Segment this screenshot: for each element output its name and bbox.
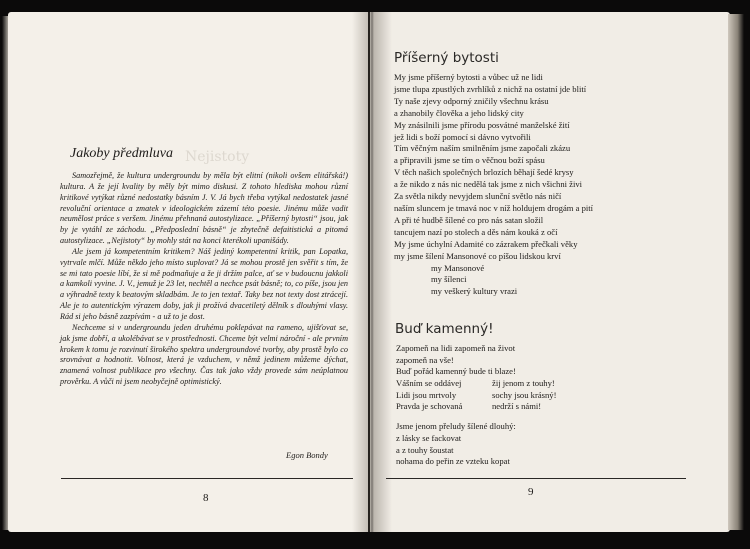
author-signature: Egon Bondy bbox=[286, 450, 328, 460]
poem-line: Lidi jsou mrtvoly bbox=[396, 389, 457, 400]
footer-rule bbox=[61, 478, 353, 479]
poem-line: zapomeň na vše! bbox=[396, 354, 454, 365]
poem-line-indented: my šílenci bbox=[431, 274, 467, 285]
foreword-paragraph: Samozřejmě, že kultura undergroundu by měla být elitní (nikoli ovšem elitářská!) kultura. A že její kvality by měly být mimo diskusi. Z tohoto hlediska mohou různí kritikové vytýkat různé nedostatky básním J. V. Já bych třeba vytýkal nedostatek jasné revoluční orientace a zmatek v ideologickém zázemí této poesie. Jinému může vadit neumělost práce s veršem. Jinému přehnaná autostylizace. „Příšerný bytosti“ jsou, jak by je vytáhl ze záchodu. „Předposlední básně“ je zbytečně defaitistická a pitomá autostylizace. „Nejistoty“ by mohly stát na konci kterékoli upanišády. bbox=[60, 171, 348, 246]
poem-line-indented: my Mansonové bbox=[431, 262, 485, 273]
book-edge-right bbox=[728, 14, 744, 530]
poem-line: a připravili jsme se tím o věčnou boží spásu bbox=[394, 155, 545, 166]
poem-line: z lásky se fackovat bbox=[396, 432, 462, 443]
poem-line: sochy jsou krásný! bbox=[492, 389, 557, 400]
poem-body bbox=[396, 343, 557, 468]
poem-line: naším sluncem je tmavá noc v níž holdujem drogám a pití bbox=[394, 202, 594, 213]
poem-line: a zhanobily člověka a jeho lidský city bbox=[394, 107, 524, 118]
poem-line: Tím věčným naším smilněním jsme započali zkázu bbox=[394, 143, 571, 154]
page-number: 9 bbox=[528, 486, 534, 498]
poem-line: a z touhy šoustat bbox=[396, 444, 454, 455]
poem-line: My jsme příšerný bytosti a vůbec už ne lidi bbox=[394, 72, 543, 82]
poem-line: nedrží s námi! bbox=[492, 401, 542, 412]
poem-line: A při té hudbě šílené co pro nás satan složil bbox=[394, 214, 544, 225]
poem-line: tancujem nazí po stolech a děs nám kouká z očí bbox=[394, 226, 558, 237]
poem-line-pair bbox=[396, 378, 555, 390]
poem-line: V těch našich společných brlozích běhají šedé krysy bbox=[394, 167, 574, 178]
poem-line: Vášním se oddávej bbox=[396, 378, 462, 389]
poem-line: a že nikdo z nás nic nedělá tak jsme z nich všichni živi bbox=[394, 179, 583, 190]
foreword-paragraph: Nechceme si v undergroundu jeden druhému poklepávat na rameno, ujišťovat se, jak jsme dobří, a ukolébávat se v prostřednosti. Chceme být velmi nároční - ale prvním krokem k tomu je rozvinutí širokého spektra undergroundové tvorby, aby prostě bylo co srovnávat a hodnotit. Volnost, která je vzduchem, v němž jedinem můžeme dýchat, znamená volnost publikace pro všechny. Čas tak jako vždy provede sám neúplatnou prověrku. A vůči ni jsem neobyčejně optimistický. bbox=[60, 322, 348, 387]
bleed-through-text: Nejistoty bbox=[185, 149, 250, 165]
poem-line: Ty naše zjevy odporný zničily všechnu krásu bbox=[394, 95, 549, 106]
poem-line: My znásilnili jsme přírodu posvátné manželské žití bbox=[394, 119, 570, 130]
poem-line: Pravda je schovaná bbox=[396, 401, 463, 412]
book-gutter bbox=[352, 12, 392, 532]
poem-line: jsme tlupa zpustlých zvrhlíků z nichž na ostatní jde blití bbox=[394, 83, 587, 94]
poem-body bbox=[394, 72, 593, 298]
poem-title: Příšerný bytosti bbox=[394, 50, 499, 66]
poem-line: Za světla nikdy nevyjdem slunční světlo nás ničí bbox=[394, 191, 562, 202]
poem-line: Jsme jenom přeludy šílené dlouhý: bbox=[396, 421, 516, 432]
page-number: 8 bbox=[203, 492, 209, 504]
poem-line-indented: my veškerý kultury vrazi bbox=[431, 286, 518, 297]
left-page bbox=[8, 12, 368, 532]
poem-line: My jsme úchylní Adamité co zázrakem přečkali věky bbox=[394, 238, 578, 249]
foreword-body bbox=[60, 171, 348, 388]
poem-line-pair bbox=[396, 401, 542, 413]
poem-line: my jsme šílení Mansonové co píšou lidskou krví bbox=[394, 250, 561, 261]
poem-line: jež lidi s boží pomocí si dávno vytvořili bbox=[394, 131, 531, 142]
right-page bbox=[370, 12, 730, 532]
poem-line: Buď pořád kamenný bude ti blaze! bbox=[396, 366, 516, 377]
poem-title: Buď kamenný! bbox=[395, 321, 494, 337]
poem-line-pair bbox=[396, 389, 557, 402]
poem-line: Zapomeň na lidi zapomeň na život bbox=[396, 343, 516, 353]
foreword-paragraph: Ale jsem já kompetentním kritikem? Náš jediný kompetentní kritik, pan Lopatka, vytrvale mlčí. Může někdo jeho místo suplovat? Já se mohou prostě jen svěřit s tím, že se mi tato poesie líbí, že si mě podmaňuje a že ji držím palce, ať se v budoucnu jakkoli a kamkoli vyvine. J. V., jemuž je 23 let, nechtěl a nechce psát básně; to, co píše, jsou jen a výhradně texty k beatovým skladbám. Je to jen textař. Taky bez not texty dost ztrácejí. Ale je to autentickým výrazem doby, jak ji prožívá dvacetiletý dělník s dlouhými vlasy. Rád si jeho básně zazpívám - a už to je dost. bbox=[60, 246, 348, 321]
footer-rule bbox=[386, 478, 686, 479]
poem-line: žij jenom z touhy! bbox=[492, 378, 555, 389]
left-page-title: Jakoby předmluva bbox=[70, 146, 174, 161]
poem-line: nohama do peřin ze vzteku kopat bbox=[396, 456, 510, 467]
